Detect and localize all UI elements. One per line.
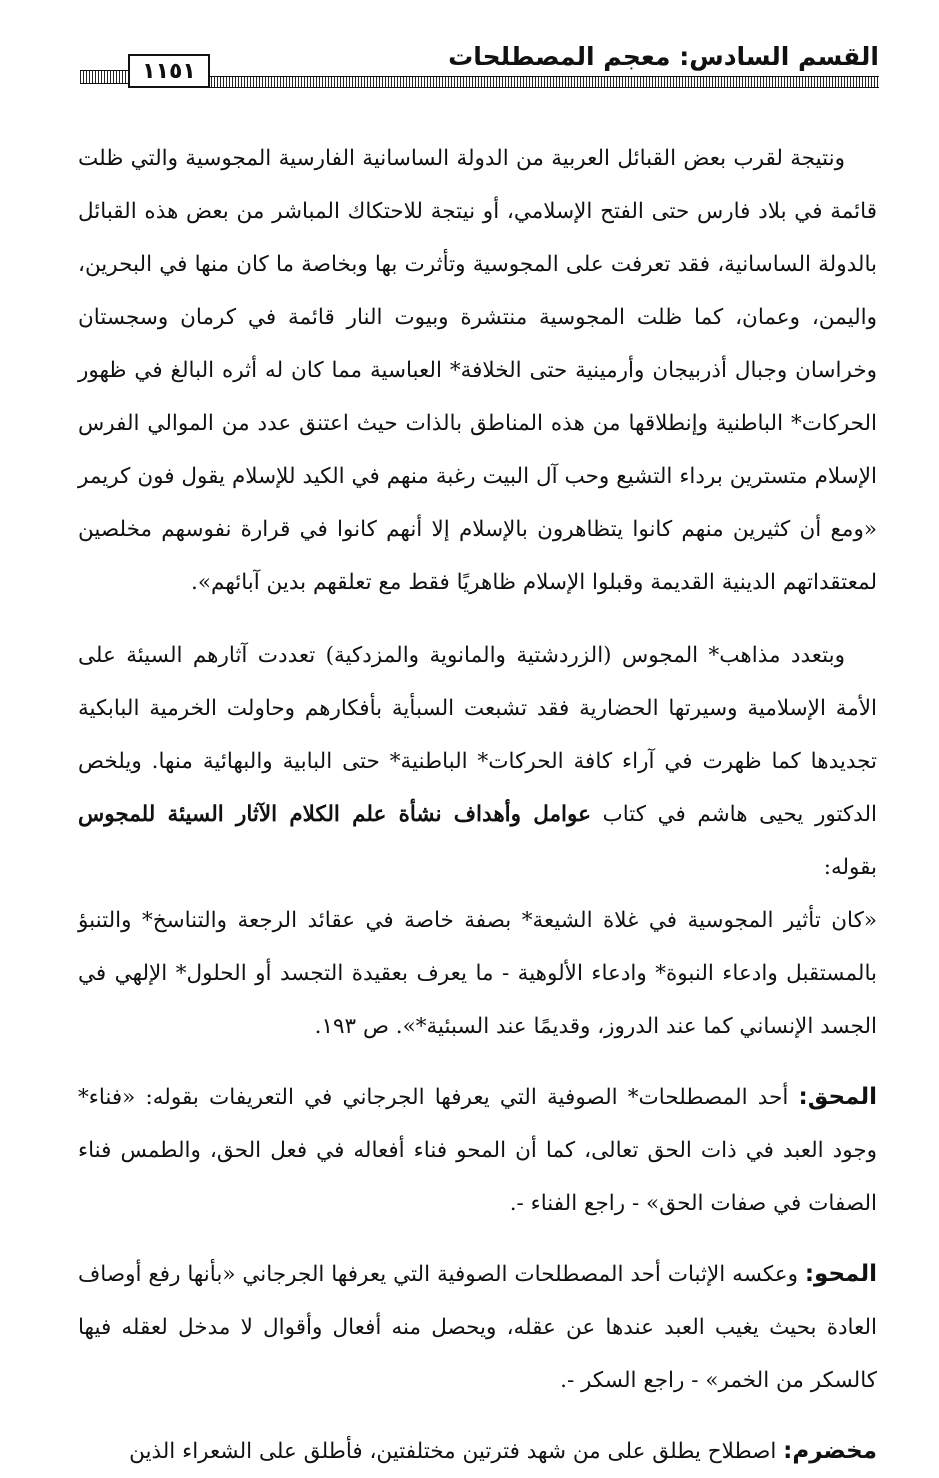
entry-definition: أحد المصطلحات* الصوفية التي يعرفها الجرجاني في التعريفات بقوله: «فناء* وجود العبد في ذات الحق تعالى، كما أن المحو فناء أفعاله في فعل الحق، والطمس فناء الصفات في صفات الحق» - راجع الفناء -. [78,1085,877,1216]
quote-yahya-hashim: «كان تأثير المجوسية في غلاة الشيعة* بصفة خاصة في عقائد الرجعة والتناسخ* والتنبؤ بالمستقبل وادعاء النبوة* وادعاء الألوهية - ما يعرف بعقيدة التجسد أو الحلول* الإلهي في الجسد الإنساني كما عند الدروز، وقديمًا عند السبئية*». ص ١٩٣. [78,908,877,1039]
paragraph-majus-sects [78,629,877,894]
book-title: عوامل وأهداف نشأة علم الكلام الآثار السيئة للمجوس [78,802,591,827]
paragraph-text: وبتعدد مذاهب* المجوس (الزردشتية والمانوية والمزدكية) تعددت آثارهم السيئة على الأمة الإسلامية وسيرتها الحضارية فقد تشبعت السبأية بأفكارهم وحاولت الخرمية البابكية تجديدها كما ظهرت في آراء كافة الحركات* الباطنية* حتى البابية والبهائية منها. ويلخص الدكتور يحيى هاشم في كتاب [78,643,877,827]
page-body [78,132,877,1478]
entry-term: المحو: [804,1261,877,1287]
header-rule-end [80,70,130,84]
entry-definition: وعكسه الإثبات أحد المصطلحات الصوفية التي يعرفها الجرجاني «بأنها رفع أوصاف العادة بحيث يغيب العبد عندها عن عقله، ويحصل منه أفعال وأقوال لا مدخل لعقله فيها كالسكر من الخمر» - راجع السكر -. [78,1262,877,1393]
entry-definition: اصطلاح يطلق على من شهد فترتين مختلفتين، فأطلق على الشعراء الذين [129,1439,784,1464]
paragraph-text-end: بقوله: [823,855,877,880]
page-header [80,40,879,96]
entry-term: المحق: [798,1084,877,1110]
page-number: ١١٥١ [128,54,210,88]
section-title: القسم السادس: معجم المصطلحات [448,42,879,71]
entry-mahw [78,1248,877,1407]
header-rule [208,76,879,88]
paragraph-majusiya-influence: ونتيجة لقرب بعض القبائل العربية من الدولة الساسانية الفارسية المجوسية والتي ظلت قائمة في بلاد فارس حتى الفتح الإسلامي، أو نيتجة للاحتكاك المباشر من بعض هذه القبائل بالدولة الساسانية، فقد تعرفت على المجوسية وتأثرت بها وبخاصة ما كان منها في البحرين، واليمن، وعمان، كما ظلت المجوسية منتشرة وبيوت النار قائمة في كرمان وسجستان وخراسان وجبال أذربيجان وأرمينية حتى الخلافة* العباسية مما كان له أثره البالغ في ظهور الحركات* الباطنية وإنطلاقها من هذه المناطق بالذات حيث اعتنق عدد من الموالي الفرس الإسلام متسترين برداء التشيع وحب آل البيت رغبة منهم في الكيد للإسلام يقول فون كريمر «ومع أن كثيرين منهم كانوا يتظاهرون بالإسلام إلا أنهم كانوا في قرارة نفوسهم مخلصين لمعتقداتهم الدينية القديمة وقبلوا الإسلام ظاهريًا فقط مع تعلقهم بدين آبائهم». [78,146,877,595]
entry-mahq [78,1071,877,1230]
entry-mukhadram [78,1425,877,1478]
entry-term: مخضرم: [783,1438,877,1464]
